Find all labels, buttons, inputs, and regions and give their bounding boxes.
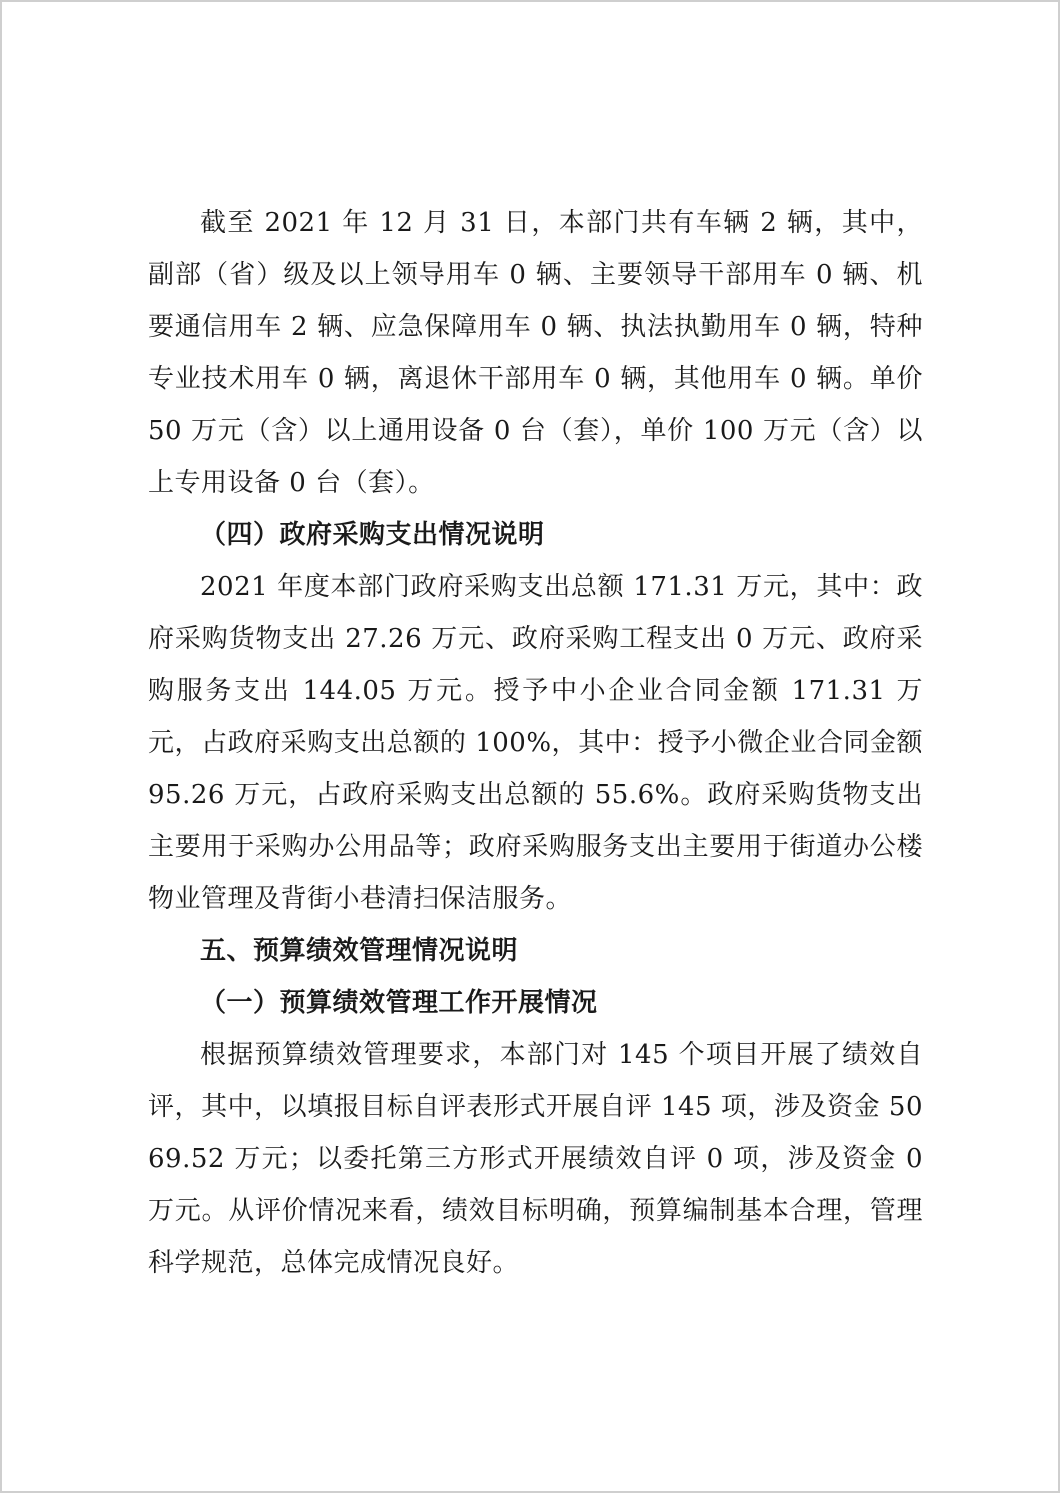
vehicle-assets-paragraph: 截至 2021 年 12 月 31 日，本部门共有车辆 2 辆，其中，副部（省）级及以上领导用车 0 辆、主要领导干部用车 0 辆、机要通信用车 2 辆、应急保障用车 0 辆、执法执勤用车 0 辆，特种专业技术用车 0 辆，离退休干部用车 0 辆，其他用车 0 辆。单价 50 万元（含）以上通用设备 0 台（套），单价 100 万元（含）以上专用设备 0 台（套）。 [148, 208, 923, 498]
procurement-subheading: （四）政府采购支出情况说明 [200, 520, 545, 550]
section-five-heading: 五、预算绩效管理情况说明 [200, 936, 519, 966]
performance-subheading: （一）预算绩效管理工作开展情况 [200, 988, 598, 1018]
performance-paragraph: 根据预算绩效管理要求，本部门对 145 个项目开展了绩效自评，其中，以填报目标自评表形式开展自评 145 项，涉及资金 5069.52 万元；以委托第三方形式开展绩效自评 0 项，涉及资金 0 万元。从评价情况来看，绩效目标明确，预算编制基本合理，管理科学规范，总体完成情况良好。 [148, 1040, 923, 1278]
document-body [148, 197, 923, 1289]
procurement-paragraph: 2021 年度本部门政府采购支出总额 171.31 万元，其中：政府采购货物支出 27.26 万元、政府采购工程支出 0 万元、政府采购服务支出 144.05 万元。授予中小企业合同金额 171.31 万元，占政府采购支出总额的 100%，其中：授予小微企业合同金额 95.26 万元，占政府采购支出总额的 55.6%。政府采购货物支出主要用于采购办公用品等；政府采购服务支出主要用于街道办公楼物业管理及背街小巷清扫保洁服务。 [148, 572, 923, 914]
